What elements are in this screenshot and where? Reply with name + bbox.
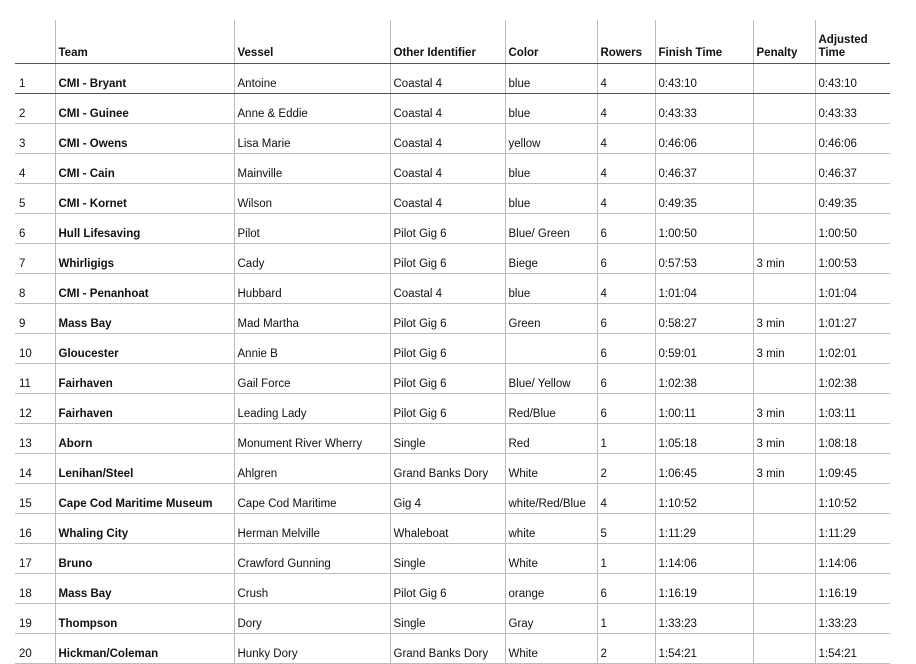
- header-penalty: Penalty: [753, 20, 815, 64]
- cell-penalty[interactable]: [753, 154, 815, 184]
- cell-vessel[interactable]: Lisa Marie: [234, 124, 390, 154]
- cell-color[interactable]: blue: [505, 94, 597, 124]
- cell-penalty[interactable]: [753, 64, 815, 94]
- cell-adjusted-time[interactable]: 1:09:45: [815, 454, 890, 484]
- cell-rowers[interactable]: 6: [597, 334, 655, 364]
- cell-color[interactable]: White: [505, 454, 597, 484]
- header-vessel: Vessel: [234, 20, 390, 64]
- cell-team[interactable]: Thompson: [55, 604, 234, 634]
- cell-rank[interactable]: 13: [15, 424, 55, 454]
- cell-rank[interactable]: 9: [15, 304, 55, 334]
- cell-finish-time[interactable]: 1:10:52: [655, 484, 753, 514]
- table-row: [15, 124, 890, 154]
- cell-rank[interactable]: 8: [15, 274, 55, 304]
- table-row: [15, 64, 890, 94]
- cell-vessel[interactable]: Cape Cod Maritime: [234, 484, 390, 514]
- cell-finish-time[interactable]: 1:00:11: [655, 394, 753, 424]
- cell-color[interactable]: Biege: [505, 244, 597, 274]
- cell-rowers[interactable]: 6: [597, 364, 655, 394]
- cell-finish-time[interactable]: 1:14:06: [655, 544, 753, 574]
- cell-rank[interactable]: 15: [15, 484, 55, 514]
- cell-adjusted-time[interactable]: 1:33:23: [815, 604, 890, 634]
- cell-color[interactable]: yellow: [505, 124, 597, 154]
- cell-rowers[interactable]: 6: [597, 304, 655, 334]
- cell-vessel[interactable]: Herman Melville: [234, 514, 390, 544]
- cell-penalty[interactable]: 3 min: [753, 454, 815, 484]
- table-row: [15, 484, 890, 514]
- cell-other-identifier[interactable]: Coastal 4: [390, 184, 505, 214]
- cell-vessel[interactable]: Wilson: [234, 184, 390, 214]
- header-other-identifier: Other Identifier: [390, 20, 505, 64]
- cell-penalty[interactable]: 3 min: [753, 394, 815, 424]
- cell-rank[interactable]: 11: [15, 364, 55, 394]
- cell-rowers[interactable]: 4: [597, 274, 655, 304]
- cell-rank[interactable]: 16: [15, 514, 55, 544]
- cell-color[interactable]: Green: [505, 304, 597, 334]
- cell-other-identifier[interactable]: Pilot Gig 6: [390, 394, 505, 424]
- cell-adjusted-time[interactable]: 1:00:53: [815, 244, 890, 274]
- cell-vessel[interactable]: Hubbard: [234, 274, 390, 304]
- cell-penalty[interactable]: [753, 184, 815, 214]
- cell-rank[interactable]: 20: [15, 634, 55, 664]
- cell-team[interactable]: CMI - Kornet: [55, 184, 234, 214]
- cell-vessel[interactable]: Annie B: [234, 334, 390, 364]
- cell-penalty[interactable]: [753, 274, 815, 304]
- cell-vessel[interactable]: Mad Martha: [234, 304, 390, 334]
- cell-team[interactable]: Mass Bay: [55, 574, 234, 604]
- cell-vessel[interactable]: Pilot: [234, 214, 390, 244]
- cell-team[interactable]: Whaling City: [55, 514, 234, 544]
- cell-team[interactable]: CMI - Guinee: [55, 94, 234, 124]
- cell-other-identifier[interactable]: Coastal 4: [390, 154, 505, 184]
- cell-finish-time[interactable]: 0:43:33: [655, 94, 753, 124]
- table-row: [15, 454, 890, 484]
- cell-adjusted-time[interactable]: 0:49:35: [815, 184, 890, 214]
- cell-color[interactable]: orange: [505, 574, 597, 604]
- header-row: [15, 20, 890, 64]
- cell-other-identifier[interactable]: Coastal 4: [390, 64, 505, 94]
- cell-color[interactable]: White: [505, 544, 597, 574]
- cell-vessel[interactable]: Cady: [234, 244, 390, 274]
- cell-penalty[interactable]: [753, 634, 815, 664]
- cell-rowers[interactable]: 4: [597, 484, 655, 514]
- header-adjusted-time: Adjusted Time: [815, 20, 890, 64]
- cell-vessel[interactable]: Monument River Wherry: [234, 424, 390, 454]
- cell-rowers[interactable]: 4: [597, 94, 655, 124]
- cell-finish-time[interactable]: 1:01:04: [655, 274, 753, 304]
- cell-color[interactable]: Blue/ Green: [505, 214, 597, 244]
- cell-team[interactable]: Fairhaven: [55, 364, 234, 394]
- cell-finish-time[interactable]: 0:43:10: [655, 64, 753, 94]
- cell-penalty[interactable]: 3 min: [753, 334, 815, 364]
- cell-penalty[interactable]: [753, 604, 815, 634]
- cell-color[interactable]: [505, 334, 597, 364]
- cell-finish-time[interactable]: 1:54:21: [655, 634, 753, 664]
- cell-finish-time[interactable]: 1:16:19: [655, 574, 753, 604]
- cell-other-identifier[interactable]: Gig 4: [390, 484, 505, 514]
- cell-other-identifier[interactable]: Pilot Gig 6: [390, 574, 505, 604]
- cell-team[interactable]: Bruno: [55, 544, 234, 574]
- cell-color[interactable]: blue: [505, 154, 597, 184]
- cell-penalty[interactable]: 3 min: [753, 424, 815, 454]
- cell-color[interactable]: blue: [505, 274, 597, 304]
- cell-rowers[interactable]: 1: [597, 424, 655, 454]
- cell-team[interactable]: CMI - Penanhoat: [55, 274, 234, 304]
- cell-penalty[interactable]: [753, 124, 815, 154]
- table-row: [15, 244, 890, 274]
- cell-vessel[interactable]: Crush: [234, 574, 390, 604]
- cell-other-identifier[interactable]: Coastal 4: [390, 124, 505, 154]
- cell-finish-time[interactable]: 1:02:38: [655, 364, 753, 394]
- cell-other-identifier[interactable]: Grand Banks Dory: [390, 634, 505, 664]
- cell-team[interactable]: CMI - Owens: [55, 124, 234, 154]
- cell-other-identifier[interactable]: Pilot Gig 6: [390, 244, 505, 274]
- table-row: [15, 604, 890, 634]
- cell-rank[interactable]: 18: [15, 574, 55, 604]
- cell-color[interactable]: Gray: [505, 604, 597, 634]
- cell-team[interactable]: Cape Cod Maritime Museum: [55, 484, 234, 514]
- cell-rank[interactable]: 17: [15, 544, 55, 574]
- header-color: Color: [505, 20, 597, 64]
- cell-adjusted-time[interactable]: 1:10:52: [815, 484, 890, 514]
- cell-other-identifier[interactable]: Coastal 4: [390, 94, 505, 124]
- cell-other-identifier[interactable]: Whaleboat: [390, 514, 505, 544]
- results-sheet: [15, 20, 890, 664]
- cell-team[interactable]: CMI - Cain: [55, 154, 234, 184]
- results-body: [15, 64, 890, 664]
- cell-other-identifier[interactable]: Pilot Gig 6: [390, 334, 505, 364]
- cell-color[interactable]: blue: [505, 184, 597, 214]
- cell-other-identifier[interactable]: Pilot Gig 6: [390, 364, 505, 394]
- cell-finish-time[interactable]: 0:59:01: [655, 334, 753, 364]
- cell-adjusted-time[interactable]: 1:16:19: [815, 574, 890, 604]
- cell-rank[interactable]: 2: [15, 94, 55, 124]
- header-rowers: Rowers: [597, 20, 655, 64]
- cell-penalty[interactable]: 3 min: [753, 304, 815, 334]
- cell-vessel[interactable]: Crawford Gunning: [234, 544, 390, 574]
- table-row: [15, 634, 890, 664]
- cell-other-identifier[interactable]: Pilot Gig 6: [390, 214, 505, 244]
- cell-rank[interactable]: 4: [15, 154, 55, 184]
- cell-rowers[interactable]: 6: [597, 214, 655, 244]
- table-row: [15, 334, 890, 364]
- cell-adjusted-time[interactable]: 0:43:10: [815, 64, 890, 94]
- cell-team[interactable]: Hickman/Coleman: [55, 634, 234, 664]
- table-row: [15, 574, 890, 604]
- cell-vessel[interactable]: Gail Force: [234, 364, 390, 394]
- cell-adjusted-time[interactable]: 1:00:50: [815, 214, 890, 244]
- cell-finish-time[interactable]: 1:06:45: [655, 454, 753, 484]
- cell-rowers[interactable]: 4: [597, 64, 655, 94]
- header-num: [15, 20, 55, 64]
- cell-finish-time[interactable]: 0:46:37: [655, 154, 753, 184]
- cell-finish-time[interactable]: 1:05:18: [655, 424, 753, 454]
- cell-team[interactable]: Hull Lifesaving: [55, 214, 234, 244]
- cell-rank[interactable]: 5: [15, 184, 55, 214]
- results-table: [15, 20, 890, 664]
- cell-rank[interactable]: 6: [15, 214, 55, 244]
- cell-adjusted-time[interactable]: 1:03:11: [815, 394, 890, 424]
- cell-rowers[interactable]: 4: [597, 154, 655, 184]
- cell-penalty[interactable]: [753, 214, 815, 244]
- cell-penalty[interactable]: [753, 484, 815, 514]
- cell-vessel[interactable]: Mainville: [234, 154, 390, 184]
- cell-penalty[interactable]: 3 min: [753, 244, 815, 274]
- cell-rank[interactable]: 1: [15, 64, 55, 94]
- cell-color[interactable]: Blue/ Yellow: [505, 364, 597, 394]
- cell-team[interactable]: Aborn: [55, 424, 234, 454]
- cell-penalty[interactable]: [753, 514, 815, 544]
- cell-finish-time[interactable]: 1:33:23: [655, 604, 753, 634]
- cell-finish-time[interactable]: 1:00:50: [655, 214, 753, 244]
- table-row: [15, 154, 890, 184]
- cell-finish-time[interactable]: 0:57:53: [655, 244, 753, 274]
- cell-finish-time[interactable]: 0:58:27: [655, 304, 753, 334]
- cell-adjusted-time[interactable]: 1:01:27: [815, 304, 890, 334]
- cell-rank[interactable]: 12: [15, 394, 55, 424]
- cell-other-identifier[interactable]: Pilot Gig 6: [390, 304, 505, 334]
- cell-rowers[interactable]: 2: [597, 634, 655, 664]
- header-team: Team: [55, 20, 234, 64]
- cell-rowers[interactable]: 5: [597, 514, 655, 544]
- cell-adjusted-time[interactable]: 0:46:06: [815, 124, 890, 154]
- cell-other-identifier[interactable]: Single: [390, 544, 505, 574]
- cell-team[interactable]: Fairhaven: [55, 394, 234, 424]
- cell-penalty[interactable]: [753, 544, 815, 574]
- table-row: [15, 214, 890, 244]
- cell-adjusted-time[interactable]: 0:43:33: [815, 94, 890, 124]
- cell-color[interactable]: white/Red/Blue: [505, 484, 597, 514]
- cell-adjusted-time[interactable]: 1:02:38: [815, 364, 890, 394]
- cell-other-identifier[interactable]: Single: [390, 604, 505, 634]
- cell-other-identifier[interactable]: Single: [390, 424, 505, 454]
- cell-vessel[interactable]: Antoine: [234, 64, 390, 94]
- table-row: [15, 544, 890, 574]
- cell-penalty[interactable]: [753, 574, 815, 604]
- cell-rowers[interactable]: 1: [597, 604, 655, 634]
- cell-rank[interactable]: 14: [15, 454, 55, 484]
- cell-rowers[interactable]: 6: [597, 394, 655, 424]
- cell-finish-time[interactable]: 0:49:35: [655, 184, 753, 214]
- table-row: [15, 94, 890, 124]
- table-row: [15, 184, 890, 214]
- table-row: [15, 304, 890, 334]
- table-row: [15, 364, 890, 394]
- cell-team[interactable]: CMI - Bryant: [55, 64, 234, 94]
- cell-color[interactable]: Red: [505, 424, 597, 454]
- cell-color[interactable]: Red/Blue: [505, 394, 597, 424]
- cell-vessel[interactable]: Dory: [234, 604, 390, 634]
- cell-rank[interactable]: 3: [15, 124, 55, 154]
- cell-team[interactable]: Lenihan/Steel: [55, 454, 234, 484]
- cell-adjusted-time[interactable]: 1:02:01: [815, 334, 890, 364]
- table-row: [15, 424, 890, 454]
- cell-other-identifier[interactable]: Coastal 4: [390, 274, 505, 304]
- table-row: [15, 394, 890, 424]
- cell-rank[interactable]: 10: [15, 334, 55, 364]
- cell-adjusted-time[interactable]: 1:11:29: [815, 514, 890, 544]
- cell-finish-time[interactable]: 0:46:06: [655, 124, 753, 154]
- cell-adjusted-time[interactable]: 1:01:04: [815, 274, 890, 304]
- cell-vessel[interactable]: Leading Lady: [234, 394, 390, 424]
- cell-rowers[interactable]: 4: [597, 184, 655, 214]
- cell-team[interactable]: Whirligigs: [55, 244, 234, 274]
- cell-rowers[interactable]: 1: [597, 544, 655, 574]
- cell-adjusted-time[interactable]: 0:46:37: [815, 154, 890, 184]
- cell-other-identifier[interactable]: Grand Banks Dory: [390, 454, 505, 484]
- cell-color[interactable]: blue: [505, 64, 597, 94]
- table-row: [15, 514, 890, 544]
- cell-team[interactable]: Mass Bay: [55, 304, 234, 334]
- cell-rank[interactable]: 19: [15, 604, 55, 634]
- cell-rowers[interactable]: 4: [597, 124, 655, 154]
- cell-team[interactable]: Gloucester: [55, 334, 234, 364]
- cell-penalty[interactable]: [753, 94, 815, 124]
- cell-color[interactable]: White: [505, 634, 597, 664]
- cell-rank[interactable]: 7: [15, 244, 55, 274]
- cell-color[interactable]: white: [505, 514, 597, 544]
- cell-penalty[interactable]: [753, 364, 815, 394]
- cell-adjusted-time[interactable]: 1:08:18: [815, 424, 890, 454]
- table-row: [15, 274, 890, 304]
- cell-adjusted-time[interactable]: 1:14:06: [815, 544, 890, 574]
- cell-rowers[interactable]: 2: [597, 454, 655, 484]
- cell-rowers[interactable]: 6: [597, 244, 655, 274]
- cell-vessel[interactable]: Anne & Eddie: [234, 94, 390, 124]
- cell-vessel[interactable]: Hunky Dory: [234, 634, 390, 664]
- cell-finish-time[interactable]: 1:11:29: [655, 514, 753, 544]
- header-finish-time: Finish Time: [655, 20, 753, 64]
- cell-vessel[interactable]: Ahlgren: [234, 454, 390, 484]
- cell-adjusted-time[interactable]: 1:54:21: [815, 634, 890, 664]
- cell-rowers[interactable]: 6: [597, 574, 655, 604]
